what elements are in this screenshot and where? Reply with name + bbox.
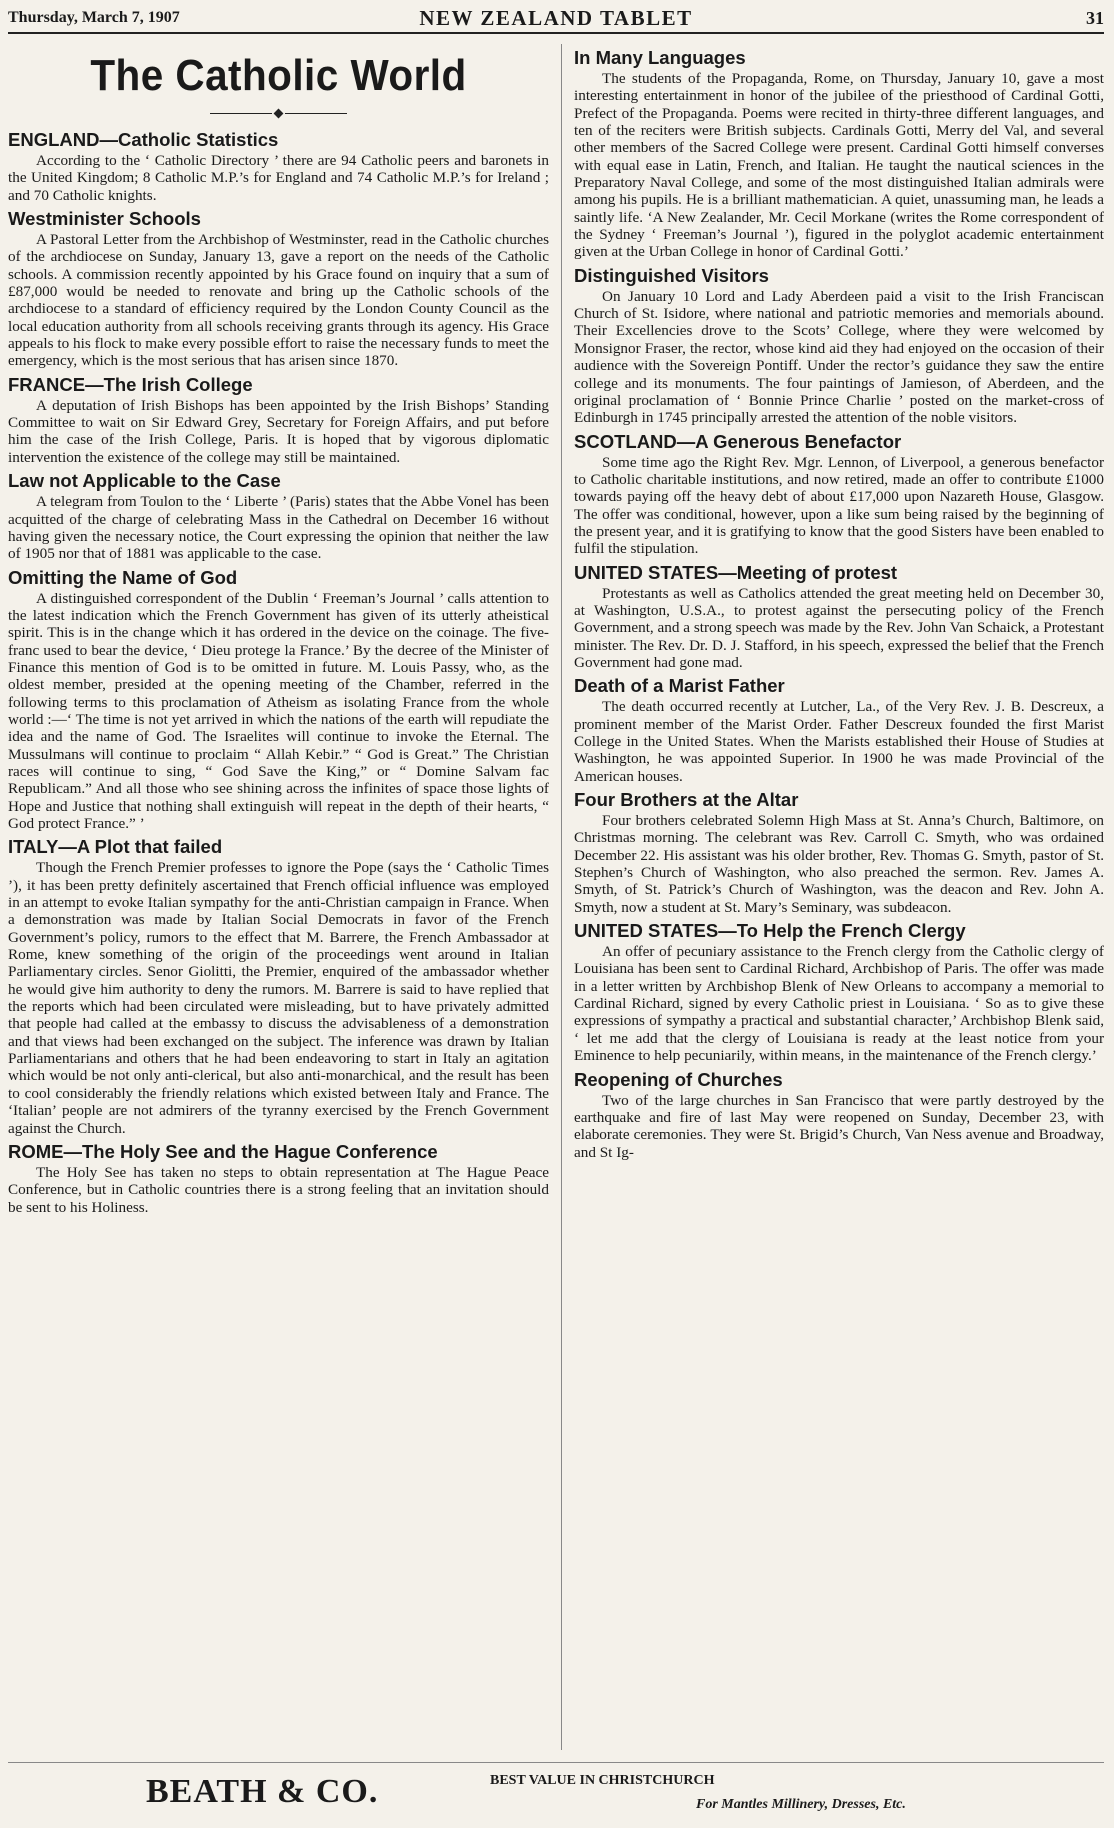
article-heading: Omitting the Name of God — [8, 566, 238, 588]
title-ornament — [8, 104, 549, 122]
left-articles — [8, 128, 549, 1216]
article — [8, 1140, 549, 1216]
article — [8, 207, 549, 370]
article-paragraph: A Pastoral Letter from the Archbishop of Westminster, read in the Catholic churches of the archdiocese on Sunday, January 13, gave a report on the needs of the Catholic schools. A commission recently appointed by his Grace found on inquiry that a sum of £87,000 would be needed to renovate and bring up the Catholic schools of the archdiocese to a standard of efficiency required by the London County Council as the local education authority from all schools receiving grants through its agency. His Grace appeals to his flock to make every possible effort to raise the necessary funds to meet the emergency, which is the most serious that has arisen since 1870. — [8, 231, 549, 370]
ad-tagline: BEST VALUE IN CHRISTCHURCH — [490, 1773, 715, 1788]
page-number: 31 — [1086, 7, 1104, 28]
article-heading: ROME—The Holy See and the Hague Conference — [8, 1140, 438, 1162]
article-paragraph: The Holy See has taken no steps to obtain representation at The Hague Peace Conference, but in Catholic countries there is a strong feeling that an invitation should be sent to his Holiness. — [8, 1163, 549, 1216]
advertiser-name: BEATH & CO. — [146, 1773, 379, 1810]
article-heading: FRANCE—The Irish College — [8, 373, 253, 395]
article — [8, 373, 549, 466]
article — [8, 469, 549, 562]
article-heading: UNITED STATES—Meeting of protest — [574, 561, 898, 583]
article — [8, 128, 549, 204]
article — [574, 430, 1104, 558]
article — [574, 561, 1104, 672]
article-paragraph: A deputation of Irish Bishops has been appointed by the Irish Bishops’ Standing Committee to wait on Sir Edward Grey, Secretary for Foreign Affairs, and put before him the case of the Irish College, Paris. It is hoped that by vigorous diplomatic intervention the existence of the college may still be maintained. — [8, 396, 549, 466]
footer-advertisement — [8, 1762, 1104, 1823]
right-column — [562, 44, 1104, 1750]
ad-products: For Mantles Millinery, Dresses, Etc. — [696, 1797, 906, 1812]
left-column — [8, 44, 562, 1750]
article-paragraph: The students of the Propaganda, Rome, on Thursday, January 10, gave a most interesting entertainment in honor of the jubilee of the priesthood of Cardinal Gotti, Prefect of the Propaganda. Poems were recited in thirty-three different languages, and ten of the reciters were British subjects. Cardinals Gotti, Merry del Val, and several other members of the Sacred College were present. Cardinal Gotti himself converses with equal ease in Latin, French, and Italian. He taught the nautical sciences in the Preparatory Naval College, and some of the most distinguished Italian admirals were among his pupils. He is a brilliant mathematician. A quiet, unassuming man, he leads a saintly life. ‘A New Zealander, Mr. Cecil Morkane (writes the Rome correspondent of the Sydney ‘ Freeman’s Journal ’), figured in the polyglot academic entertainment given at the Urban College in honor of Cardinal Gotti.’ — [574, 70, 1104, 261]
article-paragraph: On January 10 Lord and Lady Aberdeen paid a visit to the Irish Franciscan Church of St. Isidore, where national and patriotic memories and memorials abound. Their Excellencies drove to the Scots’ College, where they were welcomed by Monsignor Fraser, the rector, whose kind aid they had enjoyed on the occasion of their audience with the Sovereign Pontiff. Under the rector’s guidance they saw the entire college and its monuments. The four paintings of Jamieson, of Aberdeen, and the original proclamation of ‘ Bonnie Prince Charlie ’ posted on the market-cross of Edinburgh in 1745 principally arrested the attention of the noble visitors. — [574, 287, 1104, 427]
article-heading: Reopening of Churches — [574, 1068, 783, 1090]
issue-date: Thursday, March 7, 1907 — [8, 9, 180, 26]
article-paragraph: According to the ‘ Catholic Directory ’ there are 94 Catholic peers and baronets in the United Kingdom; 8 Catholic M.P.’s for England and 74 Catholic M.P.’s for Ireland ; and 70 Catholic knights. — [8, 152, 549, 204]
article-heading: UNITED STATES—To Help the French Clergy — [574, 920, 966, 942]
article — [8, 566, 549, 833]
article-paragraph: The death occurred recently at Lutcher, La., of the Very Rev. J. B. Descreux, a prominent member of the Marist Order. Father Descreux founded the first Marist College in the United States. When the Marists established their House of Studies at Washington, he was appointed Superior. In 1900 he was made Provincial of the American houses. — [574, 698, 1104, 785]
article-paragraph: Some time ago the Right Rev. Mgr. Lennon, of Liverpool, a generous benefactor to Catholic charitable institutions, and now retired, made an offer to contribute £1000 towards paying off the heavy debt of about £17,000 upon Nazareth House, Glasgow. The offer was conditional, however, upon a like sum being raised by the beginning of the present year, and it is gratifying to know that the good Sisters have been enabled to fulfil the stipulation. — [574, 453, 1104, 558]
article-heading: ENGLAND—Catholic Statistics — [8, 129, 279, 150]
article-paragraph: A distinguished correspondent of the Dublin ‘ Freeman’s Journal ’ calls attention to the latest indication which the French Government has given of its utterly atheistical spirit. This is in the change which it has ordered in the device on the coinage. The five-franc used to bear the device, ‘ Dieu protege la France.’ By the decree of the Minister of Finance this mention of God is to be omitted in future. M. Louis Passy, who, as the oldest member, presided at the opening meeting of the Chamber, referred in the following terms to this proclamation of Atheism as isolating France from the whole world :—‘ The time is not yet arrived in which the nations of the earth will repudiate the idea and the name of God. The Israelites will continue to invoke the Eternal. The Mussulmans will continue to proclaim “ Allah Kebir.” “ God is Great.” The Christian races will continue to sing, “ God Save the King,” or “ Domine Salvam fac Republicam.” And all those who see shining across the infinites of space those lights of Hope and Justice that nothing shall extinguish will repeat in the depth of their hearts, “ God protect France.” ’ — [8, 589, 549, 832]
article-heading: Four Brothers at the Altar — [574, 789, 799, 811]
article-heading: In Many Languages — [574, 47, 746, 68]
article-heading: Death of a Marist Father — [574, 675, 785, 697]
article — [574, 788, 1104, 916]
article — [574, 46, 1104, 261]
article — [8, 835, 549, 1137]
article-paragraph: Two of the large churches in San Francisco that were partly destroyed by the earthquake and fire of last May were reopened on Sunday, December 23, with elaborate ceremonies. They were St. Brigid’s Church, Van Ness avenue and Broadway, and St Ig- — [574, 1091, 1104, 1161]
article — [574, 674, 1104, 785]
article — [574, 919, 1104, 1064]
article — [574, 1068, 1104, 1161]
article-columns — [8, 44, 1104, 1750]
publication-title: NEW ZEALAND TABLET — [419, 5, 693, 30]
article-heading: Westminister Schools — [8, 208, 201, 230]
article-paragraph: Four brothers celebrated Solemn High Mass at St. Anna’s Church, Baltimore, on Christmas morning. The celebrant was Rev. Carroll C. Smyth, who was ordained December 22. His assistant was his older brother, Rev. Thomas G. Smyth, pastor of St. Stephen’s Church of Washington, who also preached the sermon. Rev. James A. Smyth, of St. Patrick’s Church of Washington, was the deacon and Rev. John A. Smyth, now a student at St. Mary’s Seminary, was subdeacon. — [574, 812, 1104, 916]
running-header — [8, 4, 1104, 34]
article-heading: Law not Applicable to the Case — [8, 470, 281, 492]
article-paragraph: Protestants as well as Catholics attended the great meeting held on December 30, at Washington, U.S.A., to protest against the persecuting policy of the French Government, and a strong speech was made by the Rev. John Van Schaick, a Protestant minister. The Rev. Dr. D. J. Stafford, in his speech, expressed the belief that the French Government had gone mad. — [574, 584, 1104, 671]
article-heading: ITALY—A Plot that failed — [8, 836, 223, 858]
article-paragraph: Though the French Premier professes to ignore the Pope (says the ‘ Catholic Times ’), it has been pretty definitely ascertained that French official influence was employed in an attempt to evoke Italian sympathy for the anti-Christian campaign in France. When a demonstration was made by Italian Social Democrats in favor of the French Government’s policy, rumors to the effect that M. Barrere, the French Ambassador at Rome, knew something of the origin of the proceedings went around in Italian Parliamentary circles. Senor Giolitti, the Premier, enquired of the ambassador whether he would give him authority to deny the rumors. M. Barrere is said to have replied that the reports which had been circulated were misleading, but to have privately admitted that people had called at the embassy to discuss the advisableness of a demonstration and that views had been exchanged on the subject. The inference was drawn by Italian Parliamentarians and others that he had been endeavoring to start in Italy an agitation which would be not only anti-clerical, but also anti-monarchical, and the result has been to cool considerably the friendly relations which existed between Italy and France. The ‘Italian’ people are not admirers of the tyranny exercised by the French Government against the Church. — [8, 859, 549, 1137]
article-heading: SCOTLAND—A Generous Benefactor — [574, 430, 902, 452]
article — [574, 264, 1104, 427]
article-heading: Distinguished Visitors — [574, 264, 769, 286]
article-paragraph: An offer of pecuniary assistance to the French clergy from the Catholic clergy of Louisiana has been sent to Cardinal Richard, Archbishop of Paris. The offer was made in a letter written by Archbishop Blenk of New Orleans to accompany a memorial to Cardinal Richard, signed by every Catholic priest in Louisiana. ‘ So as to give these expressions of sympathy a practical and substantial character,’ Archbishop Blenk said, ‘ let me add that the clergy of Louisiana is ready at the least notice from your Eminence to help pecuniarily, within means, in the maintenance of the French clergy.’ — [574, 943, 1104, 1065]
article-paragraph: A telegram from Toulon to the ‘ Liberte ’ (Paris) states that the Abbe Vonel has been acquitted of the charge of celebrating Mass in the Cathedral on December 16 without having given the necessary notice, the Court expressing the opinion that neither the law of 1905 nor that of 1881 was applicable to the case. — [8, 493, 549, 563]
right-articles — [574, 46, 1104, 1161]
section-title: The Catholic World — [90, 51, 467, 100]
